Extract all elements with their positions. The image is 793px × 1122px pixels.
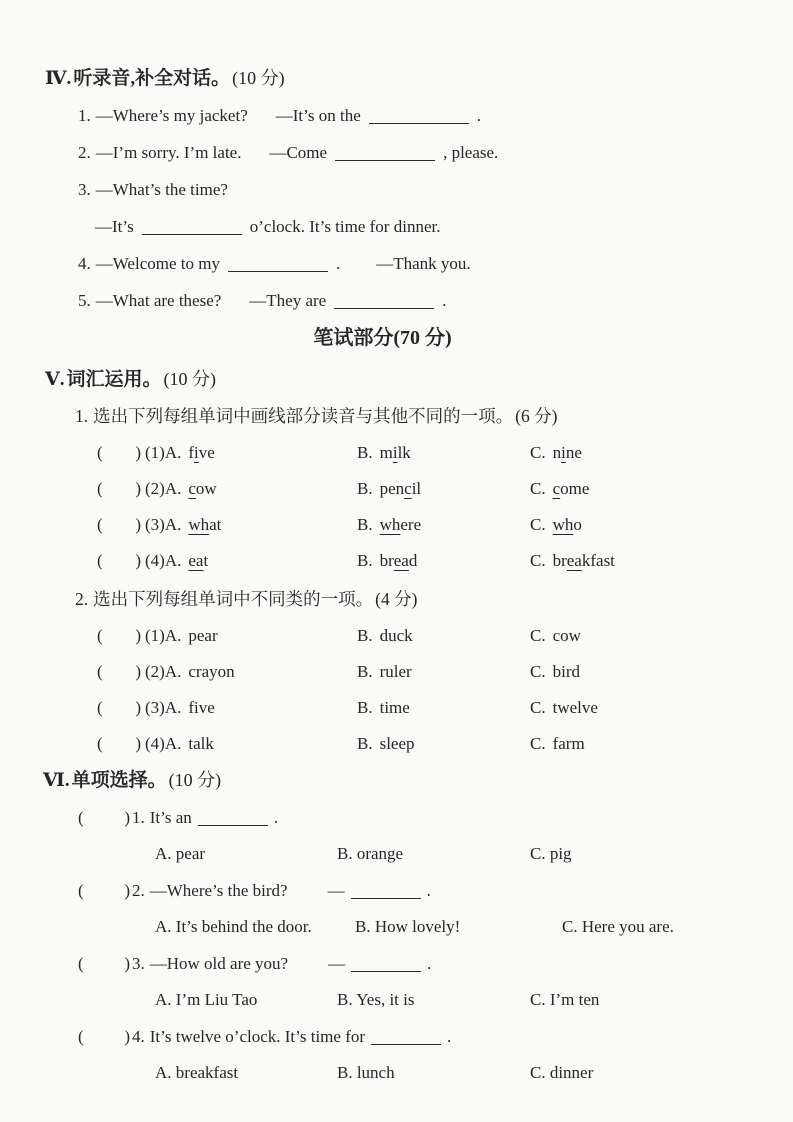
option-a	[145, 507, 357, 543]
option-c: C. I’m ten	[530, 990, 600, 1009]
option-a-label: A.	[164, 515, 182, 534]
choice-q1-options	[155, 836, 793, 872]
q4-statement-end: .	[335, 254, 341, 273]
bracket-open: (	[97, 515, 103, 534]
underlined-part: i	[561, 443, 566, 462]
section-vi-points: (10 分)	[168, 770, 222, 790]
item-number: (1)	[145, 443, 165, 462]
option-a	[145, 543, 357, 579]
listening-q4	[78, 245, 793, 282]
q3-question: —What’s the time?	[95, 180, 228, 199]
q2-answer-pre: —Come	[269, 143, 328, 162]
section-v-title: 词汇运用。	[66, 369, 162, 390]
q3-reply-dash: —	[328, 954, 346, 973]
category-row-3	[97, 690, 793, 726]
option-c-word: bird	[552, 662, 580, 681]
option-c-word: who	[552, 515, 582, 534]
category-row-4	[97, 726, 793, 762]
bracket-open: (	[97, 551, 103, 570]
item-number: (3)	[145, 698, 165, 717]
answer-blank	[371, 1044, 441, 1045]
option-b	[357, 435, 530, 471]
option-a-word: cow	[188, 479, 217, 498]
q-number: 1.	[78, 106, 91, 125]
q1-question: —Where’s my jacket?	[95, 106, 248, 125]
option-b-label: B.	[357, 551, 373, 570]
option-a	[145, 435, 357, 471]
section-vi-heading	[43, 762, 793, 799]
answer-bracket	[97, 726, 141, 762]
option-b	[357, 471, 530, 507]
q2-stem: —Where’s the bird?	[149, 881, 288, 900]
option-b: B. Yes, it is	[337, 990, 415, 1009]
section-v-points: (10 分)	[163, 369, 217, 389]
bracket-close: )	[135, 479, 141, 498]
option-b-label: B.	[357, 443, 373, 462]
option-a-word: crayon	[188, 662, 235, 681]
choice-q2-options	[155, 909, 793, 945]
option-b	[357, 726, 530, 762]
underlined-part: c	[552, 479, 561, 498]
listening-q1	[78, 97, 793, 134]
sub2-points: (4 分)	[375, 589, 418, 609]
option-a	[145, 690, 357, 726]
option-c-label: C.	[530, 551, 546, 570]
answer-bracket	[78, 1018, 130, 1055]
bracket-open: (	[97, 479, 103, 498]
option-c-label: C.	[530, 662, 546, 681]
option-b	[357, 690, 530, 726]
section-iv-points: (10 分)	[232, 68, 285, 88]
q5-question: —What are these?	[95, 291, 222, 310]
choice-q2	[78, 872, 793, 909]
option-a-word: five	[188, 443, 215, 462]
listening-q3	[78, 171, 793, 208]
v-sub1-instruction	[75, 398, 793, 435]
option-c	[530, 618, 793, 654]
option-c-label: C.	[530, 515, 546, 534]
phonics-row-4	[97, 543, 793, 579]
sub-number: 2.	[75, 589, 89, 609]
q3-answer-post: o’clock. It’s time for dinner.	[249, 217, 441, 236]
option-b	[357, 507, 530, 543]
listening-q5	[78, 282, 793, 319]
q-number: 3.	[132, 954, 145, 973]
bracket-open: (	[97, 734, 103, 753]
option-a-label: A.	[164, 443, 182, 462]
answer-bracket	[97, 435, 141, 471]
answer-blank	[351, 898, 421, 899]
option-c: C. Here you are.	[562, 917, 674, 936]
bracket-open: (	[78, 954, 84, 973]
q4-statement-pre: —Welcome to my	[95, 254, 220, 273]
option-c-word: come	[552, 479, 590, 498]
bracket-open: (	[78, 1027, 84, 1046]
item-number: (2)	[145, 662, 165, 681]
option-b-word: ruler	[379, 662, 412, 681]
answer-blank	[334, 308, 434, 309]
q3-stem: —How old are you?	[149, 954, 289, 973]
underlined-part: c	[188, 479, 196, 498]
item-number: (4)	[145, 551, 165, 570]
sub-number: 1.	[75, 406, 89, 426]
option-b-label: B.	[357, 698, 373, 717]
answer-blank	[369, 123, 469, 124]
underlined-part: i	[194, 443, 199, 462]
underlined-part: wh	[188, 515, 210, 534]
option-a: A. I’m Liu Tao	[155, 990, 258, 1009]
option-a-label: A.	[164, 698, 182, 717]
q-number: 4.	[78, 254, 91, 273]
underlined-part: ea	[566, 551, 582, 570]
option-c-label: C.	[530, 479, 546, 498]
option-b-word: bread	[379, 551, 418, 570]
option-c-label: C.	[530, 443, 546, 462]
option-b	[357, 618, 530, 654]
q1-end: .	[273, 808, 279, 827]
option-a-word: five	[188, 698, 215, 717]
answer-bracket	[97, 618, 141, 654]
bracket-open: (	[97, 698, 103, 717]
q2-end: .	[426, 881, 431, 900]
answer-blank	[228, 271, 328, 272]
option-c-label: C.	[530, 734, 546, 753]
q-number: 2.	[78, 143, 91, 162]
option-a-label: A.	[164, 734, 182, 753]
answer-bracket	[97, 654, 141, 690]
answer-bracket	[97, 690, 141, 726]
sub1-text: 选出下列每组单词中画线部分读音与其他不同的一项。	[93, 406, 514, 426]
bracket-close: )	[124, 954, 130, 973]
answer-bracket	[78, 945, 130, 982]
q-number: 1.	[132, 808, 145, 827]
option-b: B. lunch	[337, 1063, 395, 1082]
q3-end: .	[427, 954, 432, 973]
option-c: C. dinner	[530, 1063, 594, 1082]
answer-bracket	[78, 799, 130, 836]
phonics-row-1	[97, 435, 793, 471]
category-row-1	[97, 618, 793, 654]
written-section-header: 笔试部分(70 分)	[313, 327, 452, 349]
q2-statement: —I’m sorry. I’m late.	[95, 143, 242, 162]
option-a-label: A.	[164, 662, 182, 681]
q1-stem: It’s an	[149, 808, 192, 827]
option-c-label: C.	[530, 626, 546, 645]
answer-blank	[198, 825, 268, 826]
option-a	[145, 618, 357, 654]
phonics-row-3	[97, 507, 793, 543]
option-a	[145, 471, 357, 507]
option-c	[530, 435, 793, 471]
item-number: (1)	[145, 626, 165, 645]
underlined-part: ea	[188, 551, 204, 570]
option-c-word: breakfast	[552, 551, 615, 570]
option-b-label: B.	[357, 515, 373, 534]
v-sub2-instruction	[75, 581, 793, 618]
q-number: 3.	[78, 180, 91, 199]
section-iv-numeral: Ⅳ.	[45, 68, 72, 89]
bracket-close: )	[124, 808, 130, 827]
item-number: (4)	[145, 734, 165, 753]
answer-bracket	[97, 543, 141, 579]
option-c	[530, 471, 793, 507]
option-b-word: sleep	[379, 734, 415, 753]
q4-end: .	[447, 1027, 452, 1046]
choice-q4	[78, 1018, 793, 1055]
option-c-word: farm	[552, 734, 585, 753]
option-c: C. pig	[530, 844, 572, 863]
section-vi-title: 单项选择。	[71, 770, 167, 791]
option-c-word: twelve	[552, 698, 598, 717]
option-a-word: what	[188, 515, 222, 534]
option-a: A. breakfast	[155, 1063, 239, 1082]
section-v-numeral: Ⅴ.	[45, 369, 65, 390]
q5-answer-pre: —They are	[249, 291, 327, 310]
listening-q3-answer	[95, 208, 793, 245]
answer-blank	[142, 234, 242, 235]
choice-q3	[78, 945, 793, 982]
option-b-label: B.	[357, 662, 373, 681]
answer-bracket	[97, 471, 141, 507]
option-c	[530, 654, 793, 690]
bracket-open: (	[97, 626, 103, 645]
option-a-word: eat	[188, 551, 209, 570]
option-a-word: talk	[188, 734, 214, 753]
option-a: A. It’s behind the door.	[155, 917, 312, 936]
option-b	[357, 654, 530, 690]
answer-blank	[335, 160, 435, 161]
option-a: A. pear	[155, 844, 206, 863]
q2-reply-dash: —	[327, 881, 345, 900]
option-c-word: nine	[552, 443, 582, 462]
bracket-close: )	[124, 881, 130, 900]
option-a-label: A.	[164, 551, 182, 570]
bracket-close: )	[135, 443, 141, 462]
answer-blank	[351, 971, 421, 972]
listening-q2	[78, 134, 793, 171]
bracket-open: (	[97, 662, 103, 681]
q4-stem: It’s twelve o’clock. It’s time for	[149, 1027, 366, 1046]
option-c-word: cow	[552, 626, 581, 645]
option-b-word: time	[379, 698, 410, 717]
q1-answer-end: .	[476, 106, 481, 125]
underlined-part: wh	[552, 515, 574, 534]
q1-answer-pre: —It’s on the	[275, 106, 361, 125]
option-a-word: pear	[188, 626, 218, 645]
q-number: 5.	[78, 291, 91, 310]
q2-answer-end: , please.	[443, 143, 499, 162]
option-a-label: A.	[164, 479, 182, 498]
bracket-open: (	[97, 443, 103, 462]
answer-bracket	[97, 507, 141, 543]
bracket-close: )	[135, 698, 141, 717]
choice-q1	[78, 799, 793, 836]
bracket-close: )	[124, 1027, 130, 1046]
option-a	[145, 654, 357, 690]
item-number: (3)	[145, 515, 165, 534]
q3-answer-pre: —It’s	[95, 217, 134, 236]
q-number: 4.	[132, 1027, 145, 1046]
option-a	[145, 726, 357, 762]
underlined-part: i	[392, 443, 398, 462]
option-c	[530, 543, 793, 579]
option-b-word: pencil	[379, 479, 422, 498]
section-iv-heading	[45, 60, 793, 97]
section-v-heading	[45, 361, 793, 398]
section-vi-numeral: Ⅵ.	[43, 770, 70, 791]
option-c	[530, 726, 793, 762]
choice-q4-options	[155, 1055, 793, 1091]
phonics-row-2	[97, 471, 793, 507]
bracket-close: )	[135, 515, 141, 534]
option-b-label: B.	[357, 734, 373, 753]
q5-answer-end: .	[442, 291, 447, 310]
option-b-word: where	[379, 515, 422, 534]
bracket-close: )	[135, 626, 141, 645]
answer-bracket	[78, 872, 130, 909]
bracket-close: )	[135, 734, 141, 753]
bracket-close: )	[135, 551, 141, 570]
option-c	[530, 507, 793, 543]
q4-reply: —Thank you.	[376, 254, 471, 273]
sub2-text: 选出下列每组单词中不同类的一项。	[93, 589, 374, 609]
category-row-2	[97, 654, 793, 690]
option-c	[530, 690, 793, 726]
underlined-part: ea	[393, 551, 409, 570]
option-b-label: B.	[357, 626, 373, 645]
option-b: B. How lovely!	[355, 917, 461, 936]
section-iv-title: 听录音,补全对话。	[73, 68, 231, 89]
option-b-word: milk	[379, 443, 411, 462]
underlined-part: wh	[379, 515, 401, 534]
option-b-word: duck	[379, 626, 413, 645]
option-b	[357, 543, 530, 579]
option-b-label: B.	[357, 479, 373, 498]
sub1-points: (6 分)	[515, 406, 558, 426]
option-b: B. orange	[337, 844, 404, 863]
bracket-open: (	[78, 808, 84, 827]
option-c-label: C.	[530, 698, 546, 717]
underlined-part: c	[404, 479, 412, 498]
choice-q3-options	[155, 982, 793, 1018]
q-number: 2.	[132, 881, 145, 900]
bracket-close: )	[135, 662, 141, 681]
item-number: (2)	[145, 479, 165, 498]
option-a-label: A.	[164, 626, 182, 645]
bracket-open: (	[78, 881, 84, 900]
